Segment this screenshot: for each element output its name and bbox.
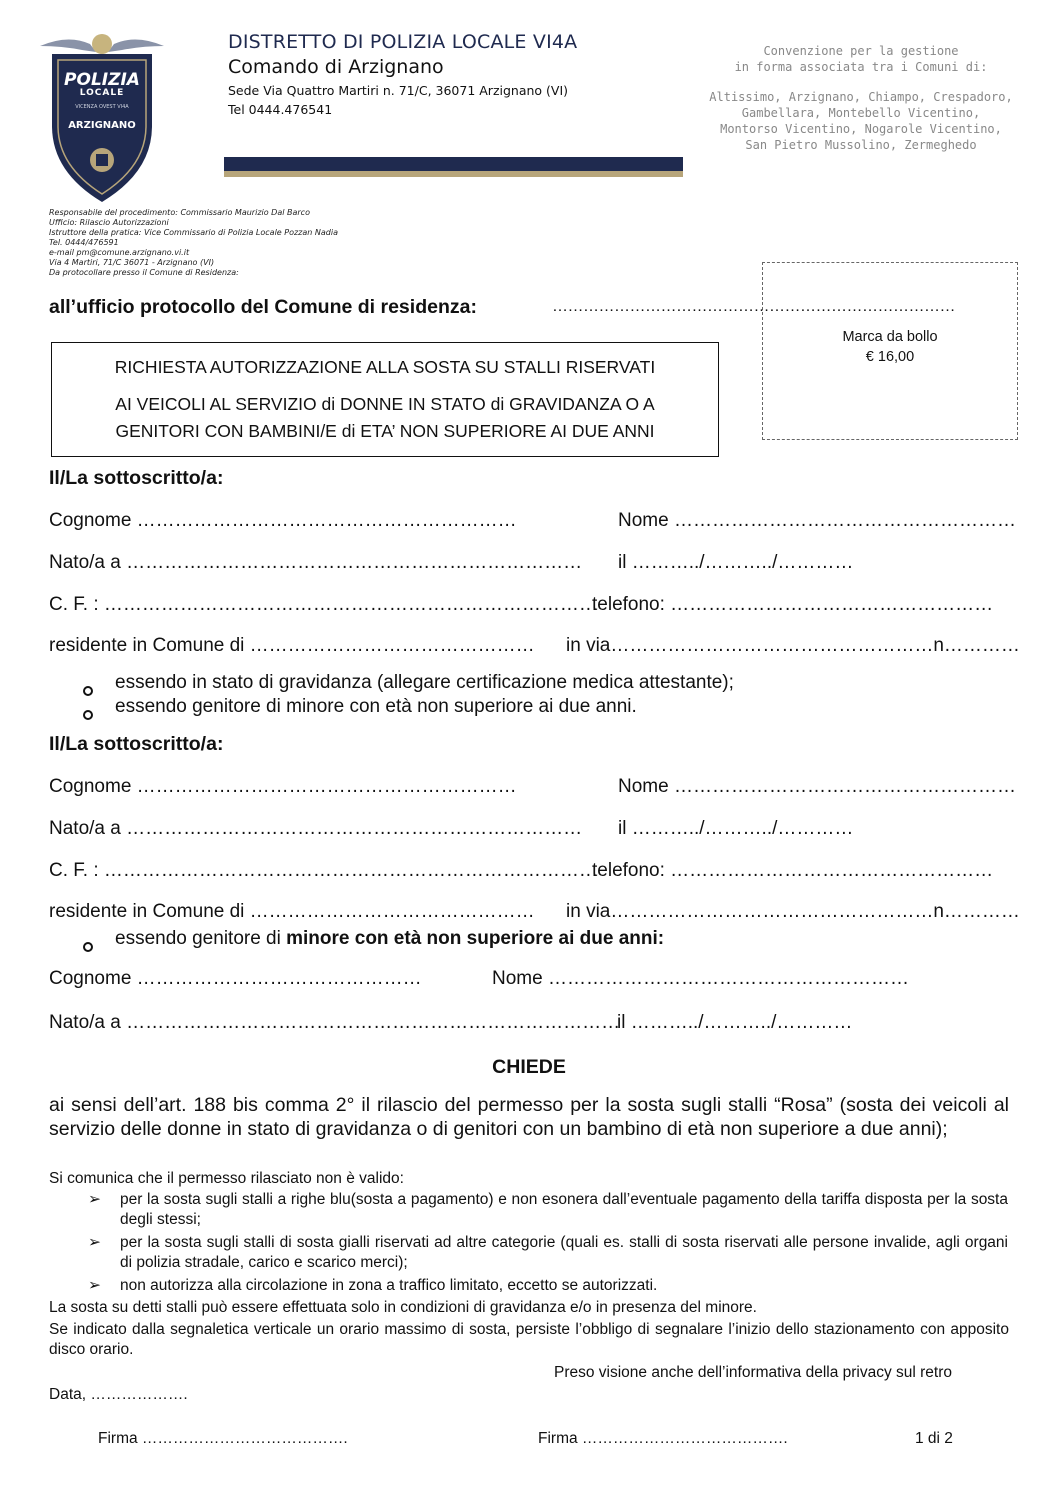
signer2-nome-field[interactable]: Nome ……………………………………………… bbox=[618, 776, 1016, 797]
stamp-box bbox=[762, 262, 1018, 440]
bullet-item: non autorizza alla circolazione in zona a traffico limitato, eccetto se autorizzati. bbox=[120, 1277, 658, 1294]
privacy-note: Preso visione anche dell’informativa della privacy sul retro bbox=[554, 1364, 953, 1381]
radio-parent[interactable] bbox=[83, 705, 93, 724]
option-parent-label: essendo genitore di minore con età non superiore ai due anni. bbox=[115, 696, 637, 717]
title-line-3: GENITORI CON BAMBINI/E di ETA’ NON SUPERIORE AI DUE ANNI bbox=[115, 421, 655, 441]
signature-field-2[interactable]: Firma …………………………………. bbox=[538, 1430, 788, 1447]
signer2-heading: Il/La sottoscritto/a: bbox=[49, 733, 224, 755]
bullet-arrow-icon: ➢ bbox=[88, 1191, 101, 1208]
signer1-phone-field[interactable]: telefono: …………………………………………… bbox=[592, 594, 994, 615]
responsible-line: Via 4 Martiri, 71/C 36071 - Arzignano (VI) bbox=[49, 258, 215, 267]
signer2-birthplace-field[interactable]: Nato/a a ……………………………………………………………… bbox=[49, 818, 583, 839]
option-pregnancy-label: essendo in stato di gravidanza (allegare certificazione medica attestante); bbox=[115, 672, 734, 693]
signer2-cognome-field[interactable]: Cognome …………………………………………………… bbox=[49, 776, 517, 797]
responsible-line: e-mail pm@comune.arzignano.vi.it bbox=[49, 248, 190, 257]
command-title: Comando di Arzignano bbox=[228, 56, 444, 78]
responsible-block bbox=[49, 208, 338, 278]
request-paragraph: ai sensi dell’art. 188 bis comma 2° il rilascio del permesso per la sosta sugli stalli “Rosa” (sosta dei veicoli al servizio delle donne in stato di gravidanza o di genitori con un bambino di età non superiore a due anni); bbox=[49, 1094, 1009, 1140]
header-gold-bar bbox=[224, 171, 683, 177]
note-presence: La sosta su detti stalli può essere effettuata solo in condizioni di gravidanza e/o in presenza del minore. bbox=[49, 1299, 757, 1316]
logo-city: ARZIGNANO bbox=[68, 120, 136, 131]
responsible-line: Responsabile del procedimento: Commissario Maurizio Dal Barco bbox=[49, 208, 310, 217]
responsible-line: Istruttore della pratica: Vice Commissario di Polizia Locale Pozzan Nadia bbox=[49, 228, 338, 237]
signer1-birthplace-field[interactable]: Nato/a a ……………………………………………………………… bbox=[49, 552, 583, 573]
signer1-residence-field[interactable]: residente in Comune di ……………………………………… bbox=[49, 635, 535, 656]
signer1-nome-field[interactable]: Nome ……………………………………………… bbox=[618, 510, 1016, 531]
radio-minor-parent[interactable] bbox=[83, 937, 93, 956]
radio-pregnancy[interactable] bbox=[83, 681, 93, 700]
header-address: Sede Via Quattro Martiri n. 71/C, 36071 Arzignano (VI) bbox=[228, 83, 569, 98]
convention-block bbox=[706, 43, 1016, 153]
logo-small-text: VICENZA OVEST VI4A bbox=[75, 104, 129, 110]
bullet-item: per la sosta sugli stalli di sosta gialli riservati ad altre categorie (quali es. stalli di sosta riservati alle persone invalide, agli organi di polizia stradale, carico e scarico merci); bbox=[120, 1234, 1008, 1271]
request-intro: Si comunica che il permesso rilasciato non è valido: bbox=[49, 1170, 404, 1187]
option-minor-bold: minore con età non superiore ai due anni: bbox=[286, 928, 665, 949]
header-blue-bar bbox=[224, 157, 683, 171]
responsible-line: Da protocollare presso il Comune di Residenza: bbox=[49, 268, 239, 277]
signer1-birthdate-field[interactable]: il ………../………../………… bbox=[618, 552, 854, 573]
title-box bbox=[51, 342, 719, 457]
convention-line: San Pietro Mussolino, Zermeghedo bbox=[745, 138, 977, 152]
convention-line: in forma associata tra i Comuni di: bbox=[734, 60, 988, 74]
option-minor-prefix: essendo genitore di bbox=[115, 928, 287, 949]
minor-birthdate-field[interactable]: il ………../………../………… bbox=[617, 1012, 853, 1033]
option-minor-parent-label bbox=[115, 928, 664, 950]
signer2-birthdate-field[interactable]: il ………../………../………… bbox=[618, 818, 854, 839]
page-number: 1 di 2 bbox=[915, 1430, 953, 1447]
signer1-heading: Il/La sottoscritto/a: bbox=[49, 467, 224, 489]
signer1-street-field[interactable]: in via……………………………………………n………… bbox=[566, 635, 1020, 656]
minor-nome-field[interactable]: Nome ………………………………………………… bbox=[492, 968, 909, 989]
signer1-cf-field[interactable]: C. F. : …………………………………………………………………… bbox=[49, 594, 598, 615]
stamp-label: Marca da bollo bbox=[842, 329, 938, 345]
signer1-cognome-field[interactable]: Cognome …………………………………………………… bbox=[49, 510, 517, 531]
logo-title: POLIZIA bbox=[64, 70, 140, 90]
logo-subtitle: LOCALE bbox=[79, 88, 125, 98]
title-line-2: AI VEICOLI AL SERVIZIO di DONNE IN STATO di GRAVIDANZA O A bbox=[115, 394, 655, 414]
signer2-phone-field[interactable]: telefono: …………………………………………… bbox=[592, 860, 994, 881]
convention-line: Convenzione per la gestione bbox=[763, 44, 959, 58]
bullet-arrow-icon: ➢ bbox=[88, 1234, 101, 1251]
signer2-cf-field[interactable]: C. F. : …………………………………………………………………… bbox=[49, 860, 598, 881]
minor-birthplace-field[interactable]: Nato/a a …………………………………………………………………… bbox=[49, 1012, 621, 1033]
police-shield-logo bbox=[38, 30, 166, 204]
request-heading: CHIEDE bbox=[492, 1056, 566, 1078]
title-line-1: RICHIESTA AUTORIZZAZIONE ALLA SOSTA SU STALLI RISERVATI bbox=[114, 357, 656, 377]
minor-cognome-field[interactable]: Cognome ……………………………………… bbox=[49, 968, 422, 989]
convention-line: Gambellara, Montebello Vicentino, bbox=[741, 106, 981, 120]
responsible-line: Tel. 0444/476591 bbox=[49, 238, 119, 247]
note-disc: Se indicato dalla segnaletica verticale un orario massimo di sosta, persiste l’obbligo di segnalare l’inizio dello stazionamento con apposito disco orario. bbox=[49, 1321, 1009, 1358]
signer2-street-field[interactable]: in via……………………………………………n………… bbox=[566, 901, 1020, 922]
convention-line: Altissimo, Arzignano, Chiampo, Crespadoro, bbox=[709, 90, 1013, 104]
convention-line: Montorso Vicentino, Nogarole Vicentino, bbox=[720, 122, 1002, 136]
signature-field-1[interactable]: Firma …………………………………. bbox=[98, 1430, 348, 1447]
responsible-line: Ufficio: Rilascio Autorizzazioni bbox=[49, 218, 169, 227]
bullet-item: per la sosta sugli stalli a righe blu(sosta a pagamento) e non esonera dall’eventuale pagamento della tariffa disposta per la sosta degli stessi; bbox=[120, 1191, 1008, 1228]
header-phone: Tel 0444.476541 bbox=[228, 102, 333, 117]
bullet-arrow-icon: ➢ bbox=[88, 1277, 101, 1294]
protocol-dots[interactable]: …………………………………………………………………… bbox=[552, 298, 955, 315]
signer2-residence-field[interactable]: residente in Comune di ……………………………………… bbox=[49, 901, 535, 922]
stamp-value: € 16,00 bbox=[865, 349, 915, 365]
date-field[interactable]: Data, ………………. bbox=[49, 1386, 188, 1403]
district-title: DISTRETTO DI POLIZIA LOCALE VI4A bbox=[228, 31, 578, 53]
protocol-label: all’ufficio protocollo del Comune di residenza: bbox=[49, 296, 477, 318]
convention-spacer bbox=[706, 75, 1016, 89]
